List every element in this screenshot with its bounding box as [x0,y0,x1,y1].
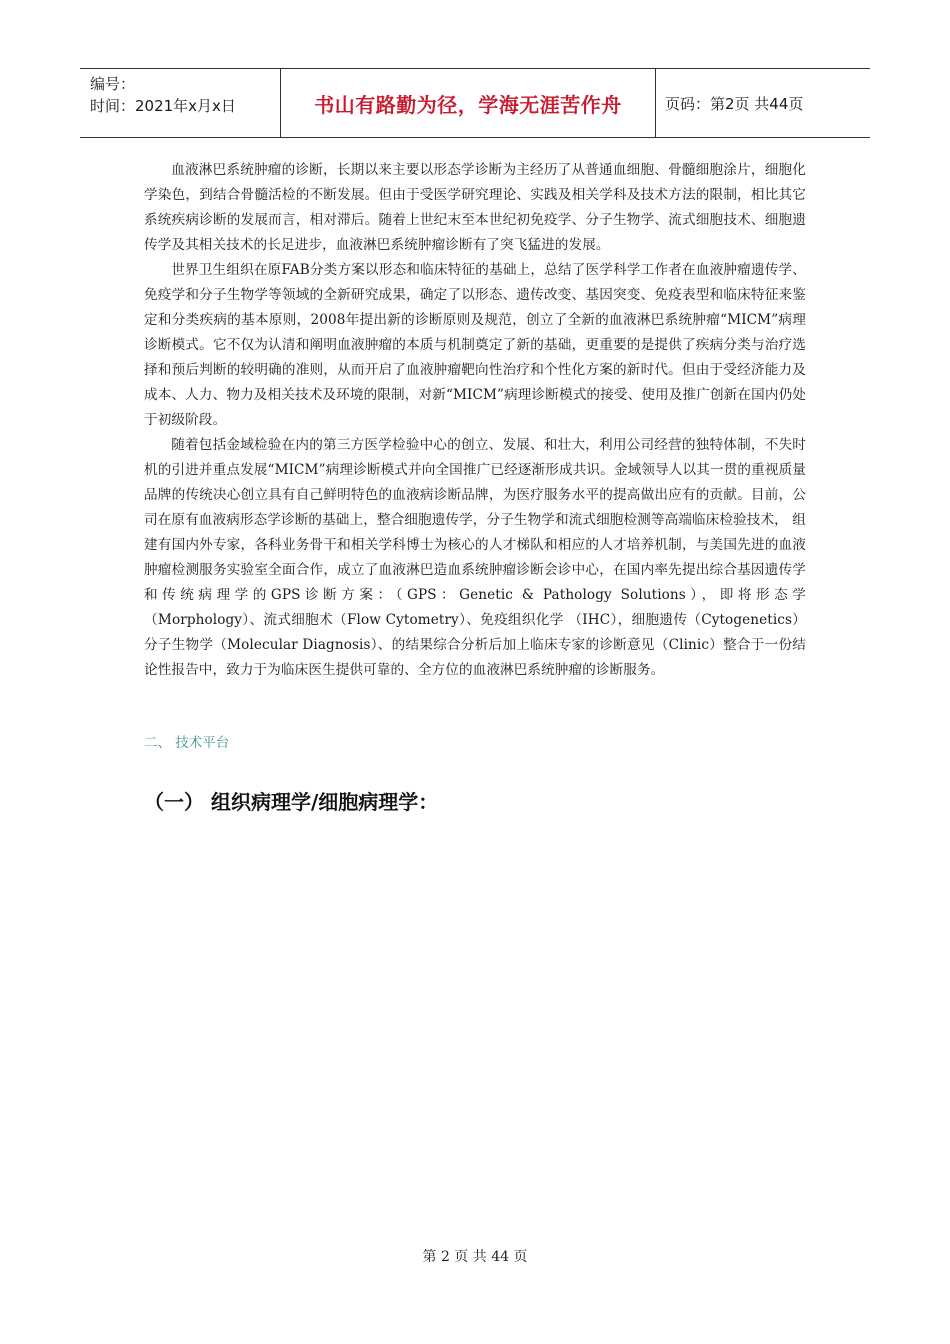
paragraph: 血液淋巴系统肿瘤的诊断，长期以来主要以形态学诊断为主经历了从普通血细胞、骨髓细胞涂片，细胞化学染色，到结合骨髓活检的不断发展。但由于受医学研究理论、实践及相关学科及技术方法的限制，相比其它系统疾病诊断的发展而言，相对滞后。随着上世纪末至本世纪初免疫学、分子生物学、流式细胞技术、细胞遗传学及其相关技术的长足进步，血液淋巴系统肿瘤诊断有了突飞猛进的发展。 [144,162,806,253]
header-meta [80,69,280,137]
serial-number-label: 编号： [90,75,136,93]
body-text [144,158,806,683]
header-motto-cell [280,69,656,137]
page-footer: 第 2 页 共 44 页 [422,1249,528,1265]
date-label: 时间：2021年x月x日 [90,97,236,115]
header-page-info: 页码：第2页 共44页 [665,94,804,113]
section-heading: 二、 技术平台 [144,735,230,751]
paragraph: 随着包括金域检验在内的第三方医学检验中心的创立、发展、和壮大，利用公司经营的独特体制，不失时机的引进并重点发展“MICM”病理诊断模式并向全国推广已经逐渐形成共识。金域领导人以其一贯的重视质量品牌的传统决心创立具有自己鲜明特色的血液病诊断品牌，为医疗服务水平的提高做出应有的贡献。目前，公司在原有血液病形态学诊断的基础上，整合细胞遗传学，分子生物学和流式细胞检测等高端临床检验技术， 组建有国内外专家，各科业务骨干和相关学科博士为核心的人才梯队和相应的人才培养机制，与美国先进的血液肿瘤检测服务实验室全面合作，成立了血液淋巴造血系统肿瘤诊断会诊中心，在国内率先提出综合基因遗传学和传统病理学的GPS诊断方案：（GPS：Genetic & Pathology Solutions），即将形态学（Morphology）、流式细胞术（Flow Cytometry）、免疫组织化学 （IHC），细胞遗传（Cytogenetics） 分子生物学（Molecular Diagnosis）、的结果综合分析后加上临床专家的诊断意见（Clinic）整合于一份结论性报告中，致力于为临床医生提供可靠的、全方位的血液淋巴系统肿瘤的诊断服务。 [144,437,806,678]
paragraph: 世界卫生组织在原FAB分类方案以形态和临床特征的基础上，总结了医学科学工作者在血液肿瘤遗传学、免疫学和分子生物学等领域的全新研究成果，确定了以形态、遗传改变、基因突变、免疫表型和临床特征来鉴定和分类疾病的基本原则，2008年提出新的诊断原则及规范，创立了全新的血液淋巴系统肿瘤“MICM”病理诊断模式。它不仅为认清和阐明血液肿瘤的本质与机制奠定了新的基础，更重要的是提供了疾病分类与治疗选择和预后判断的较明确的准则，从而开启了血液肿瘤靶向性治疗和个性化方案的新时代。但由于受经济能力及成本、人力、物力及相关技术及环境的限制，对新“MICM”病理诊断模式的接受、使用及推广创新在国内仍处于初级阶段。 [144,262,806,428]
subsection-heading: （一） 组织病理学/细胞病理学： [144,790,439,814]
header-motto: 书山有路勤为径，学海无涯苦作舟 [314,92,622,117]
page-header [80,68,870,138]
